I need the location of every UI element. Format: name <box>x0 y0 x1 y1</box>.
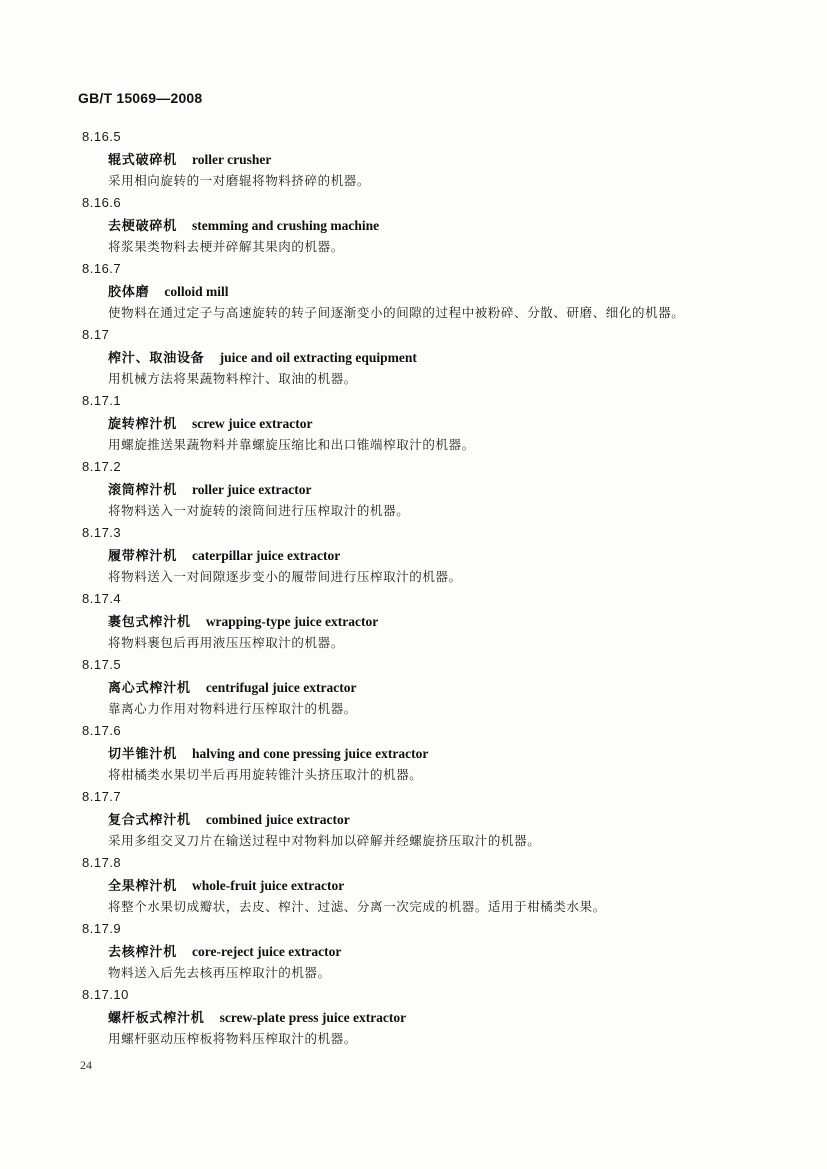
term-english: screw-plate press juice extractor <box>219 1010 407 1025</box>
term-definition: 使物料在通过定子与高速旋转的转子间逐渐变小的间隙的过程中被粉碎、分散、研磨、细化的机器。 <box>108 305 685 320</box>
clause-number: 8.17.3 <box>82 525 122 540</box>
term-english: core-reject juice extractor <box>192 944 342 959</box>
term-chinese: 去核榨汁机 <box>108 945 178 960</box>
term-chinese: 胶体磨 <box>108 285 150 300</box>
term-line <box>0 544 827 566</box>
clause-number: 8.17.7 <box>82 789 122 804</box>
term-chinese: 螺杆板式榨汁机 <box>108 1011 205 1026</box>
term-chinese: 裹包式榨汁机 <box>108 615 191 630</box>
term-chinese: 旋转榨汁机 <box>108 417 178 432</box>
term-entry-8-17-5 <box>0 654 827 720</box>
term-line <box>0 478 827 500</box>
term-chinese: 履带榨汁机 <box>108 549 178 564</box>
term-line <box>0 148 827 170</box>
term-english: stemming and crushing machine <box>192 218 380 233</box>
term-definition: 采用多组交叉刀片在输送过程中对物料加以碎解并经螺旋挤压取汁的机器。 <box>108 833 541 848</box>
term-definition: 物料送入后先去核再压榨取汁的机器。 <box>108 965 331 980</box>
term-entry-8-17-1 <box>0 390 827 456</box>
term-english: combined juice extractor <box>205 812 350 827</box>
term-entry-8-16-5 <box>0 126 827 192</box>
term-chinese: 离心式榨汁机 <box>108 681 191 696</box>
clause-number: 8.16.7 <box>82 261 122 276</box>
term-definition: 用螺旋推送果蔬物料并靠螺旋压缩比和出口锥端榨取汁的机器。 <box>108 437 475 452</box>
term-definition: 将物料送入一对间隙逐步变小的履带间进行压榨取汁的机器。 <box>108 569 462 584</box>
term-line <box>0 874 827 896</box>
term-chinese: 滚筒榨汁机 <box>108 483 178 498</box>
term-english: screw juice extractor <box>192 416 313 431</box>
page-number: 24 <box>80 1058 92 1072</box>
term-english: whole-fruit juice extractor <box>192 878 345 893</box>
term-chinese: 切半锥汁机 <box>108 747 178 762</box>
term-english: roller juice extractor <box>192 482 312 497</box>
term-english: wrapping-type juice extractor <box>205 614 379 629</box>
term-entry-8-17-4 <box>0 588 827 654</box>
term-entry-8-17-2 <box>0 456 827 522</box>
term-entry-8-17 <box>0 324 827 390</box>
term-entry-8-16-6 <box>0 192 827 258</box>
clause-number: 8.17.10 <box>82 987 129 1002</box>
term-definition: 用螺杆驱动压榨板将物料压榨取汁的机器。 <box>108 1031 357 1046</box>
standard-code-header: GB/T 15069—2008 <box>78 90 203 106</box>
term-entry-8-17-10 <box>0 984 827 1050</box>
term-definition: 将物料裹包后再用液压压榨取汁的机器。 <box>108 635 344 650</box>
term-english: roller crusher <box>192 152 272 167</box>
term-definition: 将浆果类物料去梗并碎解其果肉的机器。 <box>108 239 344 254</box>
term-line <box>0 742 827 764</box>
term-line <box>0 346 827 368</box>
term-entry-8-17-8 <box>0 852 827 918</box>
term-definition: 将物料送入一对旋转的滚筒间进行压榨取汁的机器。 <box>108 503 410 518</box>
term-line <box>0 280 827 302</box>
clause-number: 8.17.2 <box>82 459 122 474</box>
clause-number: 8.16.5 <box>82 129 122 144</box>
term-entry-8-17-9 <box>0 918 827 984</box>
term-english: caterpillar juice extractor <box>192 548 341 563</box>
clause-number: 8.17.5 <box>82 657 122 672</box>
term-definition: 将整个水果切成瓣状，去皮、榨汁、过滤、分离一次完成的机器。适用于柑橘类水果。 <box>108 899 606 914</box>
term-chinese: 榨汁、取油设备 <box>108 351 205 366</box>
term-definition: 用机械方法将果蔬物料榨汁、取油的机器。 <box>108 371 357 386</box>
term-line <box>0 940 827 962</box>
clause-number: 8.17.8 <box>82 855 122 870</box>
clause-number: 8.16.6 <box>82 195 122 210</box>
clause-number: 8.17.1 <box>82 393 122 408</box>
term-entries-list <box>0 126 827 1050</box>
term-english: centrifugal juice extractor <box>205 680 357 695</box>
term-chinese: 复合式榨汁机 <box>108 813 191 828</box>
term-english: halving and cone pressing juice extractor <box>192 746 429 761</box>
term-chinese: 去梗破碎机 <box>108 219 178 234</box>
term-chinese: 全果榨汁机 <box>108 879 178 894</box>
term-entry-8-17-7 <box>0 786 827 852</box>
clause-number: 8.17 <box>82 327 110 342</box>
term-definition: 靠离心力作用对物料进行压榨取汁的机器。 <box>108 701 357 716</box>
term-definition: 采用相向旋转的一对磨辊将物料挤碎的机器。 <box>108 173 371 188</box>
term-line <box>0 808 827 830</box>
clause-number: 8.17.9 <box>82 921 122 936</box>
clause-number: 8.17.4 <box>82 591 122 606</box>
term-entry-8-16-7 <box>0 258 827 324</box>
term-chinese: 辊式破碎机 <box>108 153 178 168</box>
term-entry-8-17-3 <box>0 522 827 588</box>
term-line <box>0 214 827 236</box>
term-line <box>0 412 827 434</box>
term-line <box>0 676 827 698</box>
term-line <box>0 1006 827 1028</box>
term-english: colloid mill <box>164 284 229 299</box>
term-line <box>0 610 827 632</box>
term-definition: 将柑橘类水果切半后再用旋转锥汁头挤压取汁的机器。 <box>108 767 423 782</box>
term-english: juice and oil extracting equipment <box>219 350 417 365</box>
term-entry-8-17-6 <box>0 720 827 786</box>
clause-number: 8.17.6 <box>82 723 122 738</box>
